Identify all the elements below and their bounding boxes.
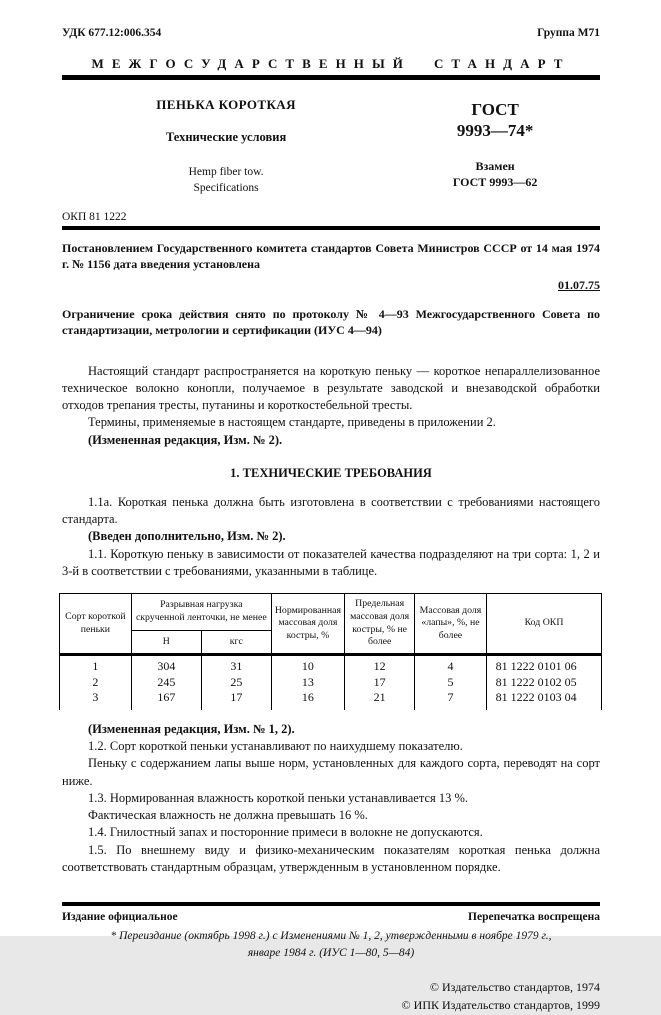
paragraph-1-3b: Фактическая влажность не должна превышать 16 %. [88,808,368,823]
table-cell: 2 [60,675,132,691]
okp-code: ОКП 81 1222 [62,211,127,224]
group-code: Группа М71 [537,27,600,39]
table-cell: 17 [345,675,415,691]
title-en-line2: Specifications [193,181,259,194]
grade-requirements-table [59,593,602,710]
reprint-prohibited-label: Перепечатка воспрещена [468,911,600,924]
copyright-1999: © ИПК Издательство стандартов, 1999 [401,998,600,1013]
paragraph-table-note: (Измененная редакция, Изм. № 1, 2). [88,721,295,736]
table-header-row [60,594,602,631]
table-row [60,655,602,675]
table-row [60,690,602,710]
table-cell: 10 [271,655,344,675]
table-cell: 12 [345,655,415,675]
header-normalized-shive: Нормированная массовая доля костры, % [271,594,344,655]
paragraph-1-1: 1.1. Короткую пеньку в зависимости от показателей качества подразделяют на три сорта: 1, 2 и 3-й в соответствии с требованиями, указанными в таблице. [62,546,600,578]
okp-rule [62,226,600,230]
table-cell: 7 [415,690,486,710]
table-cell: 25 [201,675,271,691]
table-cell: 3 [60,690,132,710]
decree-paragraph: Постановлением Государственного комитета стандартов Совета Министров СССР от 14 мая 1974 г. № 1156 дата введения установлена [62,240,600,272]
intro-paragraph-amended: (Измененная редакция, Изм. № 2). [88,432,283,447]
header-sort: Сорт короткой пеньки [60,594,132,655]
copyright-1974: © Издательство стандартов, 1974 [429,979,600,994]
introduction [62,363,600,449]
header-kgf: кгс [201,630,271,654]
intro-paragraph-terms: Термины, применяемые в настоящем стандарте, приведены в приложении 2. [88,415,496,430]
reissue-footnote-line1: * Переиздание (октябрь 1998 г.) с Изменениями № 1, 2, утвержденными в ноябре 1979 г., [110,930,552,943]
table-cell-okp: 81 1222 0103 04 [486,690,602,710]
udk-code: УДК 677.12:006.354 [62,27,162,39]
table-cell: 17 [201,690,271,710]
table-cell: 13 [271,675,344,691]
document-title-english [62,165,390,196]
section-1-heading: 1. ТЕХНИЧЕСКИЕ ТРЕБОВАНИЯ [230,465,432,480]
title-en-line1: Hemp fiber tow. [188,166,264,178]
banner-rule [62,75,600,80]
paragraph-1-2: 1.2. Сорт короткой пеньки устанавливают по наихудшему показателю. [88,739,463,754]
effective-date: 01.07.75 [558,277,600,292]
header-lapa-share: Массовая доля «лапы», %, не более [415,594,486,655]
standard-type-banner: МЕЖГОСУДАРСТВЕННЫЙ СТАНДАРТ [91,56,571,71]
limitation-paragraph: Ограничение срока действия снято по протоколу № 4—93 Межгосударственного Совета по стандартизации, метрологии и сертификации (ИУС 4—94) [62,306,600,338]
footer-rule [62,902,600,906]
paragraph-1-1a: 1.1а. Короткая пенька должна быть изготовлена в соответствии с требованиями настоящего стандарта. [62,494,600,527]
table-cell: 4 [415,655,486,675]
paragraph-1-1a-note: (Введен дополнительно, Изм. № 2). [88,529,286,544]
header-breaking-load-group: Разрывная нагрузка скрученной ленточки, не менее [131,594,271,631]
title-column [62,97,390,196]
official-edition-label: Издание официальное [62,911,178,924]
header-okp-code: Код ОКП [486,594,602,655]
table-cell: 304 [131,655,201,675]
designation-column [390,97,600,196]
table-cell-okp: 81 1222 0102 05 [486,675,602,691]
replaces-value: ГОСТ 9993—62 [452,174,538,189]
replaces-label: Взамен [475,158,515,173]
table-row [60,675,602,691]
table-cell: 16 [271,690,344,710]
table-cell-okp: 81 1222 0101 06 [486,655,602,675]
intro-paragraph-scope: Настоящий стандарт распространяется на короткую пеньку — короткое непараллелизованное техническое волокно конопли, получаемое в результате заводской и внезаводской обработки отходов трепания тресты, путанины и короткостебельной тресты. [62,363,600,413]
document-subtitle: Технические условия [165,130,287,144]
top-identifiers-row [62,27,600,39]
table-cell: 21 [345,690,415,710]
title-section [62,97,600,196]
paragraph-1-2b: Пеньку с содержанием лапы выше норм, установленных для каждого сорта, переводят на сорт ниже. [62,756,600,788]
paragraph-1-3: 1.3. Нормированная влажность короткой пеньки устанавливается 13 %. [88,790,469,805]
header-limit-shive: Предельная массовая доля костры, % не более [345,594,415,655]
copyright-block [62,978,600,1015]
table-cell: 245 [131,675,201,691]
gost-designation [390,99,600,142]
gost-number: 9993—74* [456,121,534,141]
paragraph-1-4: 1.4. Гнилостный запах и посторонние примеси в волокне не допускаются. [88,825,483,840]
effective-date-row [62,278,600,293]
footer-labels-row [62,911,600,923]
gost-word: ГОСТ [471,100,519,119]
table-cell: 167 [131,690,201,710]
table-cell: 31 [201,655,271,675]
header-newton: Н [131,630,201,654]
table-cell: 5 [415,675,486,691]
table-cell: 1 [60,655,132,675]
document-title: ПЕНЬКА КОРОТКАЯ [156,97,296,112]
reissue-footnote [62,928,600,963]
replaces-block [390,158,600,190]
reissue-footnote-line2: январе 1984 г. (ИУС 1—80, 5—84) [247,947,415,960]
paragraph-1-5: 1.5. По внешнему виду и физико-механическим показателям короткая пенька должна соответствовать стандартным образцам, утвержденным в установленном порядке. [62,842,600,874]
